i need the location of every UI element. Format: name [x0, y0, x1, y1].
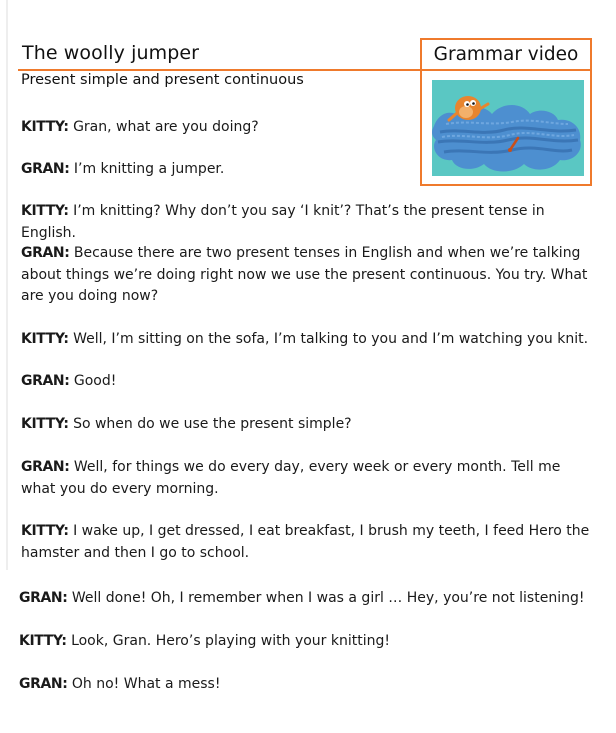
dialogue-line-6: [21, 371, 595, 393]
knitting-needle-tip: [508, 148, 512, 152]
dialogue-text: Because there are two present tenses in English and when we’re talking about things we’re doing right now we use the present continuous. You try. What are you doing now?: [21, 245, 588, 304]
dialogue-text: Look, Gran. Hero’s playing with your knitting!: [71, 633, 390, 649]
hamster-pupil-right: [472, 102, 475, 105]
dialogue-line-3: [21, 201, 595, 244]
dialogue-line-4: [21, 243, 595, 308]
speaker-name: KITTY:: [21, 331, 69, 347]
dialogue-text: I’m knitting a jumper.: [73, 161, 225, 177]
speaker-name: KITTY:: [21, 119, 69, 135]
speaker-name: GRAN:: [21, 245, 70, 261]
dialogue-line-12: [19, 674, 593, 696]
document-subtitle: Present simple and present continuous: [21, 72, 304, 88]
speaker-name: GRAN:: [19, 590, 68, 606]
dialogue-line-1: [21, 117, 595, 139]
dialogue-line-2: [21, 159, 595, 181]
dialogue-line-10: [19, 588, 593, 610]
dialogue-text: Well, I’m sitting on the sofa, I’m talking to you and I’m watching you knit.: [73, 331, 589, 347]
speaker-name: GRAN:: [19, 676, 68, 692]
speaker-name: GRAN:: [21, 373, 70, 389]
dialogue-text: I’m knitting? Why don’t you say ‘I knit’? That’s the present tense in English.: [21, 203, 545, 241]
dialogue-line-7: [21, 414, 595, 436]
dialogue-text: Gran, what are you doing?: [73, 119, 259, 135]
document-title: The woolly jumper: [22, 42, 200, 64]
speaker-name: KITTY:: [21, 416, 69, 432]
dialogue-text: Oh no! What a mess!: [71, 676, 221, 692]
dialogue-text: Well, for things we do every day, every week or every month. Tell me what you do every morning.: [21, 459, 561, 497]
left-gutter-divider: [6, 0, 8, 570]
grammar-video-header: Grammar video: [422, 40, 590, 71]
speaker-name: GRAN:: [21, 161, 70, 177]
dialogue-text: Good!: [73, 373, 117, 389]
title-underline: [18, 69, 422, 71]
speaker-name: KITTY:: [21, 523, 69, 539]
dialogue-line-11: [19, 631, 593, 653]
dialogue-line-8: [21, 457, 595, 500]
dialogue-text: Well done! Oh, I remember when I was a girl … Hey, you’re not listening!: [71, 590, 585, 606]
dialogue-line-5: [21, 329, 595, 351]
dialogue-line-9: [21, 521, 595, 564]
hamster-pupil-left: [466, 103, 469, 106]
dialogue-text: So when do we use the present simple?: [73, 416, 352, 432]
speaker-name: GRAN:: [21, 459, 70, 475]
speaker-name: KITTY:: [19, 633, 67, 649]
dialogue-text: I wake up, I get dressed, I eat breakfast, I brush my teeth, I feed Hero the hamster and then I go to school.: [21, 523, 590, 561]
speaker-name: KITTY:: [21, 203, 69, 219]
